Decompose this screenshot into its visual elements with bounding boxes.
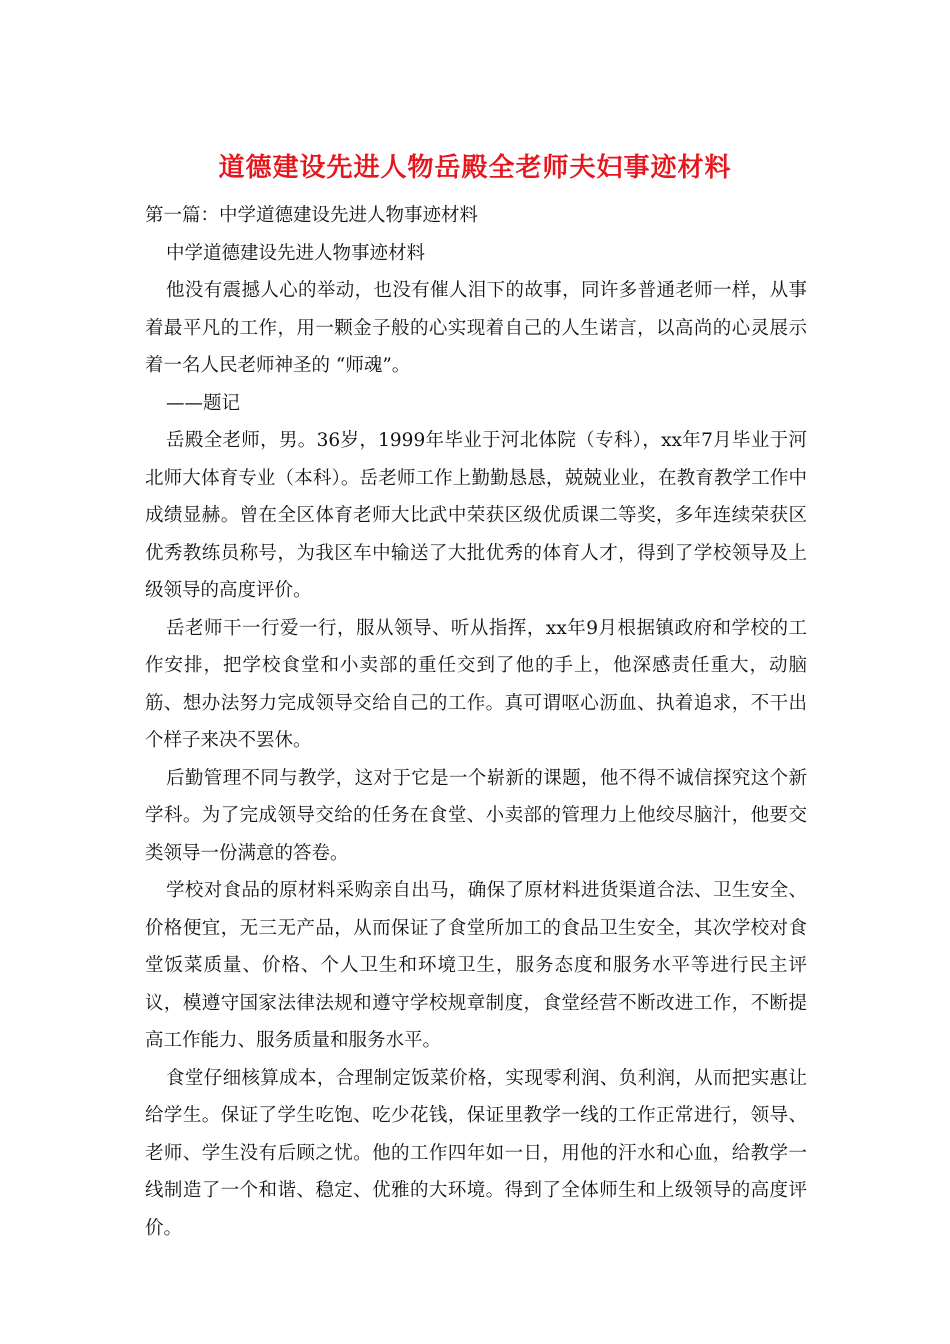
- subtitle: 中学道德建设先进人物事迹材料: [166, 242, 426, 264]
- document-title: 道德建设先进人物岳殿全老师夫妇事迹材料: [218, 153, 732, 183]
- body-paragraph: 后勤管理不同与教学，这对于它是一个崭新的课题，他不得不诚信探究这个新学科。为了完成领导交给的任务在食堂、小卖部的管理力上他绞尽脑汁，他要交类领导一份满意的答卷。: [145, 767, 807, 864]
- body-paragraph: 食堂仔细核算成本，合理制定饭菜价格，实现零利润、负利润，从而把实惠让给学生。保证了学生吃饱、吃少花钱，保证里教学一线的工作正常进行，领导、老师、学生没有后顾之忧。他的工作四年如一日，用他的汗水和心血，给教学一线制造了一个和谐、稳定、优雅的大环境。得到了全体师生和上级领导的高度评价。: [145, 1067, 807, 1239]
- body-paragraph: 学校对食品的原材料采购亲自出马，确保了原材料进货渠道合法、卫生安全、价格便宜，无三无产品，从而保证了食堂所加工的食品卫生安全，其次学校对食堂饭菜质量、价格、个人卫生和环境卫生，服务态度和服务水平等进行民主评议，模遵守国家法律法规和遵守学校规章制度，食堂经营不断改进工作，不断提高工作能力、服务质量和服务水平。: [145, 880, 807, 1051]
- section-heading: 第一篇：中学道德建设先进人物事迹材料: [145, 205, 479, 226]
- epigraph-paragraph: 他没有震撼人心的举动，也没有催人泪下的故事，同许多普通老师一样，从事着最平凡的工作，用一颗金子般的心实现着自己的人生诺言，以高尚的心灵展示着一名人民老师神圣的 “师魂”。: [145, 280, 807, 376]
- body-paragraph: 岳老师干一行爱一行，服从领导、听从指挥，xx年9月根据镇政府和学校的工作安排，把学校食堂和小卖部的重任交到了他的手上，他深感责任重大，动脑筋、想办法努力完成领导交给自己的工作。真可谓呕心沥血、执着追求，不干出个样子来决不罢休。: [145, 617, 807, 751]
- body-paragraph: 岳殿全老师，男。36岁，1999年毕业于河北体院（专科），xx年7月毕业于河北师大体育专业（本科）。岳老师工作上勤勤恳恳，兢兢业业，在教育教学工作中成绩显赫。曾在全区体育老师大比武中荣获区级优质课二等奖，多年连续荣获区优秀教练员称号，为我区车中输送了大批优秀的体育人才，得到了学校领导及上级领导的高度评价。: [145, 430, 807, 601]
- document-body: [145, 197, 807, 1247]
- epigraph-attribution: ——题记: [166, 392, 241, 414]
